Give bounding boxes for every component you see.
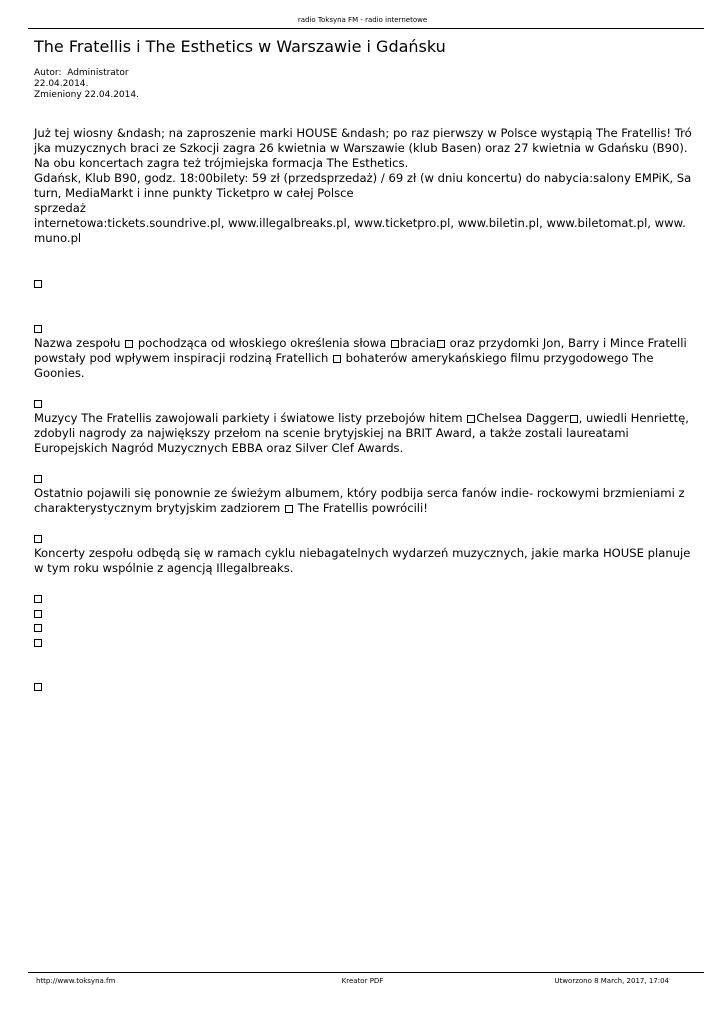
- missing-glyph-icon: [34, 683, 42, 691]
- intro-text: Już tej wiosny &ndash; na zaproszenie marki HOUSE &ndash; po raz pierwszy w Polsce wystąpią The Fratellis! Trójka muzycznych braci ze Szkocji zagra 26 kwietnia w Warszawie (klub Basen) oraz 27 kwietnia w Gdańsku (B90). Na obu koncertach zagra też trójmiejska formacja The Esthetics.: [34, 126, 692, 170]
- footer-generator: Kreator PDF: [341, 977, 384, 985]
- article-meta: [34, 68, 694, 101]
- publish-date: 22.04.2014.: [34, 79, 89, 89]
- sales-sites-text: internetowa:tickets.soundrive.pl, www.illegalbreaks.pl, www.ticketpro.pl, www.biletin.pl, www.biletomat.pl, www.muno.pl: [34, 216, 686, 245]
- footer-url: http://www.toksyna.fm: [36, 977, 116, 985]
- modified-date: Zmieniony 22.04.2014.: [34, 90, 139, 100]
- missing-glyph-icon: [34, 535, 42, 543]
- footer-created: Utworzono 8 March, 2017, 17:04: [554, 977, 669, 985]
- missing-glyph-icon: [34, 475, 42, 483]
- author-line: Autor: Administrator: [34, 68, 129, 78]
- article-title: The Fratellis i The Esthetics w Warszawie i Gdańsku: [34, 37, 446, 56]
- paragraph-band-name: Nazwa zespołu pochodząca od włoskiego określenia słowa bracia oraz przydomki Jon, Barry i Mince Fratelli powstały pod wpływem inspiracji rodziną Fratellich bohaterów amerykańskiego filmu przygodowego The Goonies.: [34, 336, 687, 380]
- paragraph-hits: Muzycy The Fratellis zawojowali parkiety i światowe listy przebojów hitem Chelsea Dagger , uwiedli Henriettę, zdobyli nagrody za największy przełom na scenie brytyjskiej na BRIT Award, a także zostali laureatami Europejskich Nagród Muzycznych EBBA oraz Silver Clef Awards.: [34, 411, 689, 455]
- missing-glyph-icon: [570, 415, 578, 423]
- sales-label: sprzedaż: [34, 201, 86, 215]
- missing-glyph-icon: [34, 595, 42, 603]
- missing-glyph-icon: [34, 639, 42, 647]
- article-body: [34, 126, 692, 694]
- paragraph-album: Ostatnio pojawili się ponownie ze świeżym albumem, który podbija serca fanów indie- rockowymi brzmieniami z charakterystycznym brytyjskim zadziorem The Fratellis powrócili!: [34, 486, 685, 515]
- paragraph-concerts: Koncerty zespołu odbędą się w ramach cyklu niebagatelnych wydarzeń muzycznych, jakie marka HOUSE planuje w tym roku wspólnie z agencją Illegalbreaks.: [34, 546, 691, 575]
- venue-ticket-text: Gdańsk, Klub B90, godz. 18:00bilety: 59 zł (przedsprzedaż) / 69 zł (w dniu koncertu) do nabycia:salony EMPiK, Saturn, MediaMarkt i inne punkty Ticketpro w całej Polsce: [34, 171, 692, 200]
- missing-glyph-icon: [34, 325, 42, 333]
- missing-glyph-icon: [333, 355, 341, 363]
- missing-glyph-icon: [467, 415, 475, 423]
- footer-divider: [28, 972, 704, 973]
- missing-glyph-icon: [437, 340, 445, 348]
- missing-glyph-icon: [125, 340, 133, 348]
- missing-glyph-icon: [34, 280, 42, 288]
- missing-glyph-icon: [34, 400, 42, 408]
- missing-glyph-icon: [285, 505, 293, 513]
- missing-glyph-icon: [391, 340, 399, 348]
- header-divider: [28, 28, 704, 29]
- intro-paragraph: [34, 126, 692, 246]
- missing-glyph-icon: [34, 610, 42, 618]
- missing-glyph-icon: [34, 624, 42, 632]
- page-header: radio Toksyna FM - radio internetowe: [297, 16, 428, 24]
